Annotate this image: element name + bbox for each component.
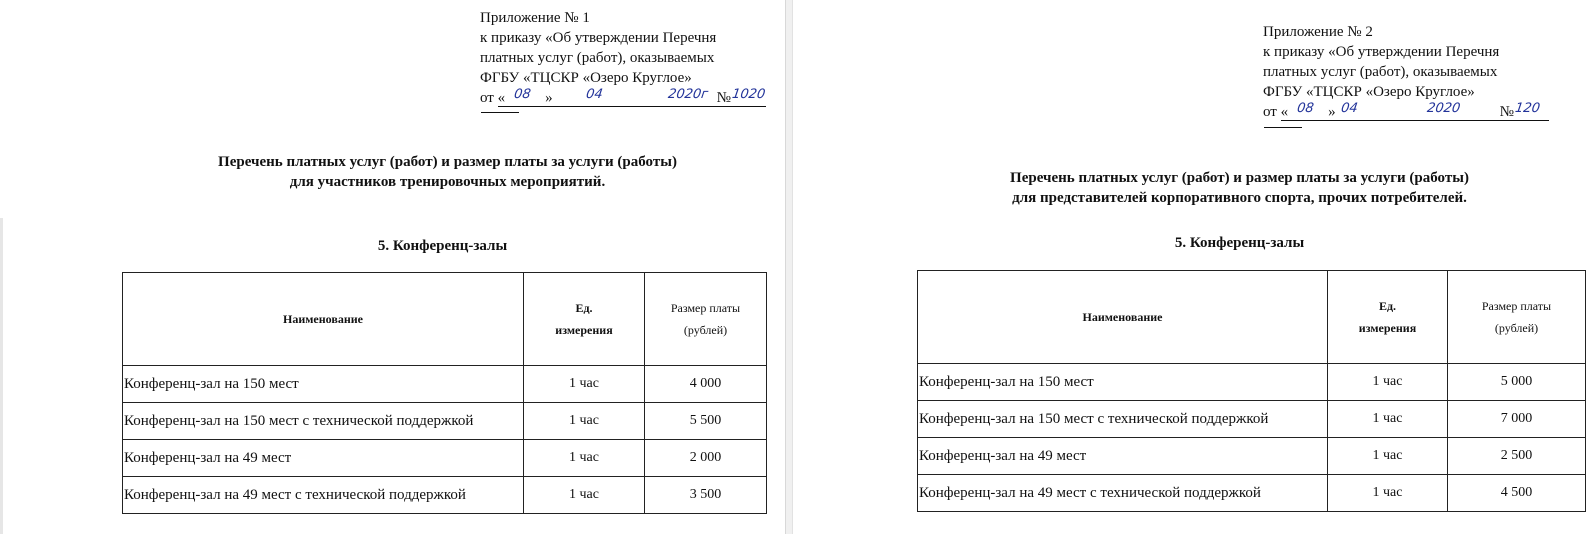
handwritten-order-number: 120 xyxy=(1514,101,1541,116)
order-date-line xyxy=(1263,101,1541,122)
separator-rule xyxy=(481,112,519,113)
column-header-price-line: Размер платы xyxy=(670,301,741,315)
column-header-unit-line: измерения xyxy=(1358,321,1417,335)
appendix-order-line: ФГБУ «ТЦСКР «Озеро Круглое» xyxy=(480,70,692,86)
date-prefix: от « xyxy=(1263,104,1289,120)
service-name-cell: Конференц-зал на 150 мест с технической поддержкой xyxy=(918,401,1328,438)
separator-rule xyxy=(1264,127,1302,128)
price-table xyxy=(122,272,767,514)
column-header-price-line: (рублей) xyxy=(683,323,728,337)
column-header-unit-line: Ед. xyxy=(1378,299,1397,313)
table-row xyxy=(123,440,767,477)
service-name-cell: Конференц-зал на 49 мест с технической поддержкой xyxy=(123,477,524,514)
page-gutter xyxy=(785,0,793,534)
service-name-cell: Конференц-зал на 150 мест с технической поддержкой xyxy=(123,403,524,440)
table-header-row xyxy=(918,271,1586,364)
column-header-price-line: (рублей) xyxy=(1494,321,1539,335)
date-mid: » xyxy=(545,90,553,106)
column-header-price-line: Размер платы xyxy=(1481,299,1552,313)
handwritten-month: 04 xyxy=(585,87,604,102)
column-header-unit-line: измерения xyxy=(555,323,613,337)
price-cell: 7 000 xyxy=(1448,401,1586,438)
appendix-block xyxy=(480,8,767,108)
heading-line: Перечень платных услуг (работ) и размер платы за услуги (работы) xyxy=(218,154,677,170)
appendix-order-line: платных услуг (работ), оказываемых xyxy=(480,50,715,66)
table-row xyxy=(918,364,1586,401)
unit-cell: 1 час xyxy=(1328,401,1448,438)
service-name-cell: Конференц-зал на 49 мест xyxy=(123,440,524,477)
table-row xyxy=(123,366,767,403)
appendix-order-line: к приказу «Об утверждении Перечня xyxy=(480,30,717,46)
column-header-unit-line: Ед. xyxy=(575,301,593,315)
column-header-name: Наименование xyxy=(918,271,1328,364)
document-heading xyxy=(0,152,785,192)
appendix-number: Приложение № 2 xyxy=(1263,24,1373,40)
service-name-cell: Конференц-зал на 150 мест xyxy=(918,364,1328,401)
appendix-order-line: к приказу «Об утверждении Перечня xyxy=(1263,44,1500,60)
handwritten-day: 08 xyxy=(513,87,532,102)
service-name-cell: Конференц-зал на 150 мест xyxy=(123,366,524,403)
column-header-price xyxy=(645,273,767,366)
order-date-line xyxy=(480,87,767,108)
section-title: 5. Конференц-залы xyxy=(377,238,508,254)
table-row xyxy=(123,477,767,514)
date-mid: » xyxy=(1328,104,1336,120)
date-underline xyxy=(498,106,766,107)
number-sign: № xyxy=(716,90,731,106)
service-name-cell: Конференц-зал на 49 мест xyxy=(918,438,1328,475)
section-title: 5. Конференц-залы xyxy=(1174,235,1305,251)
appendix-order-line: ФГБУ «ТЦСКР «Озеро Круглое» xyxy=(1263,84,1475,100)
column-header-name: Наименование xyxy=(123,273,524,366)
scan-seam xyxy=(0,218,3,534)
date-underline xyxy=(1281,120,1549,121)
price-table xyxy=(917,270,1586,512)
price-cell: 5 000 xyxy=(1448,364,1586,401)
heading-line: Перечень платных услуг (работ) и размер платы за услуги (работы) xyxy=(1010,170,1469,186)
document-heading xyxy=(793,168,1591,208)
unit-cell: 1 час xyxy=(1328,475,1448,512)
table-header-row xyxy=(123,273,767,366)
table-row xyxy=(918,475,1586,512)
price-cell: 2 500 xyxy=(1448,438,1586,475)
column-header-unit xyxy=(1328,271,1448,364)
appendix-order-line: платных услуг (работ), оказываемых xyxy=(1263,64,1498,80)
column-header-unit xyxy=(524,273,645,366)
handwritten-month: 04 xyxy=(1340,101,1359,116)
column-header-price xyxy=(1448,271,1586,364)
unit-cell: 1 час xyxy=(524,366,645,403)
handwritten-day: 08 xyxy=(1296,101,1315,116)
number-sign: № xyxy=(1499,104,1514,120)
table-row xyxy=(123,403,767,440)
price-cell: 5 500 xyxy=(645,403,767,440)
unit-cell: 1 час xyxy=(524,477,645,514)
table-row xyxy=(918,438,1586,475)
price-cell: 4 000 xyxy=(645,366,767,403)
document-page-appendix-2 xyxy=(793,0,1591,534)
unit-cell: 1 час xyxy=(524,440,645,477)
document-page-appendix-1 xyxy=(0,0,785,534)
price-cell: 2 000 xyxy=(645,440,767,477)
table-row xyxy=(918,401,1586,438)
unit-cell: 1 час xyxy=(1328,364,1448,401)
handwritten-year: 2020г xyxy=(667,87,710,102)
service-name-cell: Конференц-зал на 49 мест с технической поддержкой xyxy=(918,475,1328,512)
heading-line: для участников тренировочных мероприятий. xyxy=(289,174,606,190)
handwritten-order-number: 1020 xyxy=(731,87,767,102)
date-prefix: от « xyxy=(480,90,506,106)
unit-cell: 1 час xyxy=(1328,438,1448,475)
unit-cell: 1 час xyxy=(524,403,645,440)
appendix-block xyxy=(1263,22,1541,122)
appendix-number: Приложение № 1 xyxy=(480,10,590,26)
handwritten-year: 2020 xyxy=(1426,101,1462,116)
price-cell: 3 500 xyxy=(645,477,767,514)
price-cell: 4 500 xyxy=(1448,475,1586,512)
heading-line: для представителей корпоративного спорта, прочих потребителей. xyxy=(1012,190,1467,206)
